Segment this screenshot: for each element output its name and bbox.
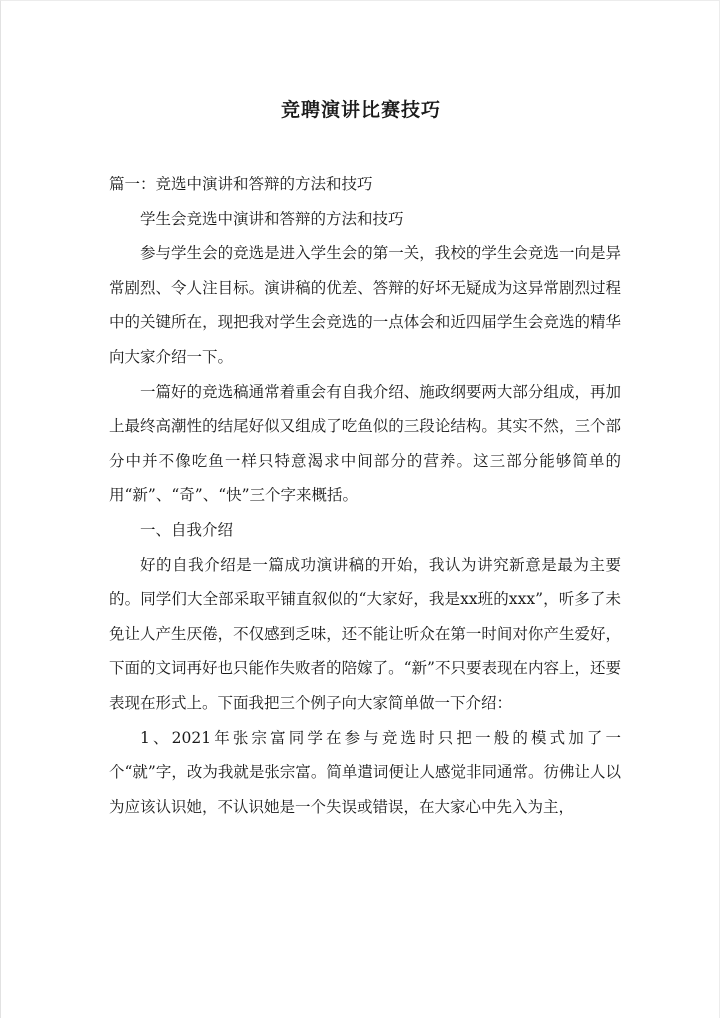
document-body: [109, 167, 621, 824]
body-paragraph: 1、2021年张宗富同学在参与竞选时只把一般的模式加了一个“就”字，改为我就是张宗富。简单遣词便让人感觉非同通常。彷佛让人以为应该认识她，不认识她是一个失误或错误，在大家心中先入为主，: [109, 728, 621, 816]
body-paragraph: 一篇好的竞选稿通常着重会有自我介绍、施政纲要两大部分组成，再加上最终高潮性的结尾好似又组成了吃鱼似的三段论结构。其实不然，三个部分中并不像吃鱼一样只特意渴求中间部分的营养。这三部分能够简单的用“新”、“奇”、“快”三个字来概括。: [109, 382, 621, 505]
document-title: 竞聘演讲比赛技巧: [280, 99, 441, 121]
body-paragraph: 参与学生会的竞选是进入学生会的第一关，我校的学生会竞选一向是异常剧烈、令人注目标。演讲稿的优差、答辩的好坏无疑成为这异常剧烈过程中的关键所在，现把我对学生会竞选的一点体会和近四届学生会竞选的精华向大家介绍一下。: [109, 244, 621, 366]
subsection-heading: 一、自我介绍: [140, 520, 234, 539]
section-heading: 篇一：竞选中演讲和答辩的方法和技巧: [109, 175, 373, 193]
article-subtitle: 学生会竞选中演讲和答辩的方法和技巧: [140, 209, 404, 228]
body-paragraph: 好的自我介绍是一篇成功演讲稿的开始，我认为讲究新意是最为主要的。同学们大全部采取平铺直叙似的“大家好，我是xx班的xxx”，听多了未免让人产生厌倦，不仅感到乏味，还不能让听众在第一时间对你产生爱好，下面的文词再好也只能作失败者的陪嫁了。“新”不只要表现在内容上，还要表现在形式上。下面我把三个例子向大家简单做一下介绍：: [109, 555, 621, 712]
